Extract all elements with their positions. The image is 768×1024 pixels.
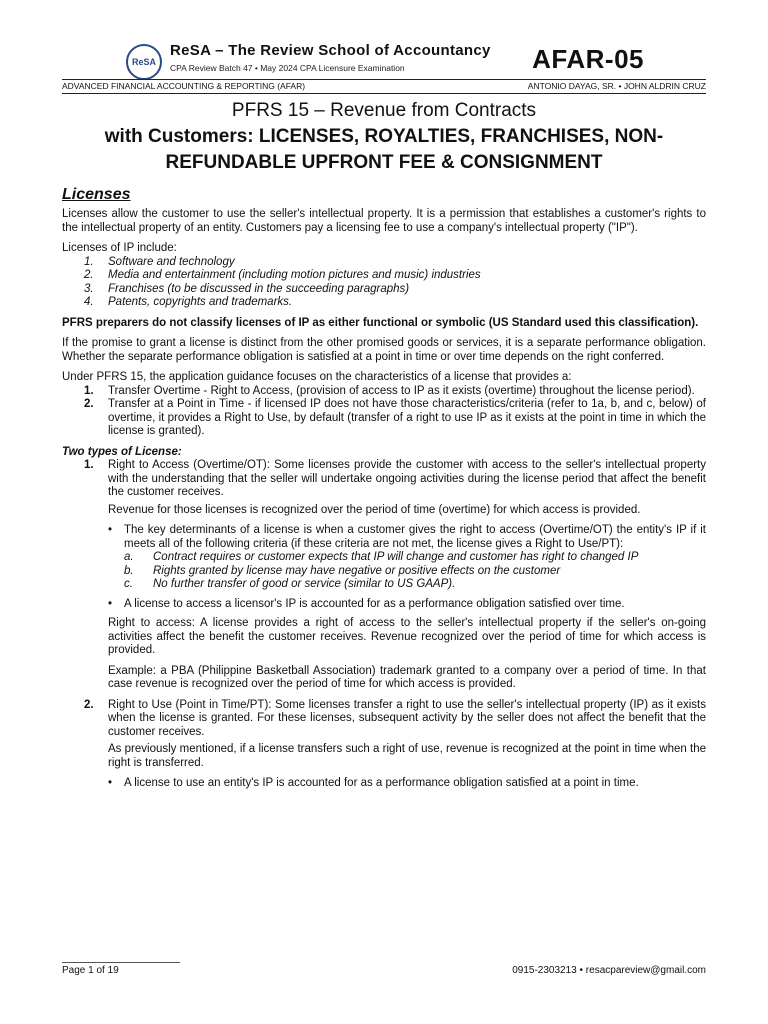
ip-list bbox=[62, 256, 706, 310]
authors-label: ANTONIO DAYAG, SR. • JOHN ALDRIN CRUZ bbox=[527, 81, 706, 91]
list-item: 1. Transfer Overtime - Right to Access, (provision of access to IP as it exists (overtime) throughout the license period). bbox=[84, 384, 695, 397]
document-code: AFAR-05 bbox=[532, 44, 644, 74]
footer-rule bbox=[62, 962, 180, 963]
bullet-item: • The key determinants of a license is when a customer gives the right to access (Overtime/OT) the entity's IP if it meets all of the following criteria (if these criteria are not met, the license gives a Right to Use/PT): a. Contract requires or customer expects that IP will change and customer has right to changed IP b. Rights granted by license may have negative or positive effects on the customer c. No further transfer of good or service (similar to US GAAP). bbox=[108, 524, 706, 590]
under-pfrs-paragraph: Under PFRS 15, the application guidance focuses on the characteristics of a license that provides a: bbox=[62, 371, 572, 383]
two-types-label: Two types of License: bbox=[62, 445, 182, 458]
title-line-3: REFUNDABLE UPFRONT FEE & CONSIGNMENT bbox=[165, 152, 603, 173]
page-number: Page 1 of 19 bbox=[62, 965, 119, 976]
list-item: 2. Right to Use (Point in Time/PT): Some licenses transfer a right to use the seller's intellectual property (IP) as it exists when the license is granted. For these licenses, subsequent activity by the seller does not affect the benefit that the customer receives. bbox=[84, 698, 706, 738]
logo-text: ReSA bbox=[131, 57, 156, 67]
types-list bbox=[62, 459, 706, 500]
contact-info: 0915-2303213 • resacpareview@gmail.com bbox=[512, 965, 706, 976]
pfrs-note: PFRS preparers do not classify licenses of IP as either functional or symbolic (US Standard used this classification). bbox=[62, 316, 699, 329]
document-title bbox=[62, 98, 706, 176]
batch-line: CPA Review Batch 47 • May 2024 CPA Licensure Examination bbox=[170, 63, 405, 73]
list-item: a. Contract requires or customer expects that IP will change and customer has right to changed IP bbox=[124, 551, 639, 563]
transfer-list bbox=[62, 385, 706, 439]
type2-revenue: As previously mentioned, if a license transfers such a right of use, revenue is recognized at the point in time when the right is transferred. bbox=[108, 743, 706, 769]
school-name: ReSA – The Review School of Accountancy bbox=[170, 42, 491, 59]
right-to-access-definition: Right to access: A license provides a right of access to the seller's intellectual property if the seller's on-going activities affect the benefit the customer receives. Revenue recognized over the period of time for which access is provided. bbox=[108, 617, 706, 656]
subject-label: ADVANCED FINANCIAL ACCOUNTING & REPORTING (AFAR) bbox=[62, 81, 306, 91]
distinct-paragraph: If the promise to grant a license is distinct from the other promised goods or services, it is a separate performance obligation. Whether the separate performance obligation is satisfied at a point in time or over time depends on the right conferred. bbox=[62, 337, 706, 363]
resa-logo bbox=[126, 44, 162, 80]
section-heading-licenses: Licenses bbox=[62, 186, 131, 203]
title-line-1: PFRS 15 – Revenue from Contracts bbox=[231, 100, 537, 121]
list-item: 1. Software and technology bbox=[84, 255, 235, 268]
list-item: 2. Media and entertainment (including motion pictures and music) industries bbox=[84, 269, 481, 281]
list-item: 2. Transfer at a Point in Time - if licensed IP does not have those characteristics/criteria (refer to 1a, b, and c, below) of overtime, it provides a Right to Use, by default (transfer of a right to use IP as it exists at the point in time in which the license is granted). bbox=[84, 398, 706, 437]
page-footer bbox=[62, 962, 706, 976]
subject-bar bbox=[62, 79, 706, 94]
ip-label: Licenses of IP include: bbox=[62, 242, 177, 254]
list-item: 4. Patents, copyrights and trademarks. bbox=[84, 296, 293, 308]
types-list-2 bbox=[62, 699, 706, 740]
intro-paragraph: Licenses allow the customer to use the seller's intellectual property. It is a permission that establishes a customer's rights to the intellectual property of an entity. Customers pay a licensing fee to use a company's intellectual property ("IP"). bbox=[62, 208, 706, 234]
title-line-2: with Customers: LICENSES, ROYALTIES, FRANCHISES, NON- bbox=[104, 126, 664, 147]
type1-revenue: Revenue for those licenses is recognized over the period of time (overtime) for which access is provided. bbox=[108, 503, 641, 516]
list-item: b. Rights granted by license may have negative or positive effects on the customer bbox=[124, 564, 561, 577]
example-paragraph: Example: a PBA (Philippine Basketball Association) trademark granted to a company over a period of time. In that case revenue is recognized over the period of time for which access is provided. bbox=[108, 664, 706, 690]
bullet-item: • A license to use an entity's IP is accounted for as a performance obligation satisfied at a point in time. bbox=[108, 777, 639, 789]
list-item: 1. Right to Access (Overtime/OT): Some licenses provide the customer with access to the seller's intellectual property with the understanding that the seller will undertake ongoing activities during the license period that affect the benefit the customer receives. bbox=[84, 459, 706, 498]
list-item: c. No further transfer of good or service (similar to US GAAP). bbox=[124, 578, 456, 590]
criteria-list bbox=[124, 551, 706, 592]
bullet-item: • A license to access a licensor's IP is accounted for as a performance obligation satisfied over time. bbox=[108, 597, 625, 610]
page-header bbox=[62, 0, 706, 78]
list-item: 3. Franchises (to be discussed in the succeeding paragraphs) bbox=[84, 282, 410, 295]
